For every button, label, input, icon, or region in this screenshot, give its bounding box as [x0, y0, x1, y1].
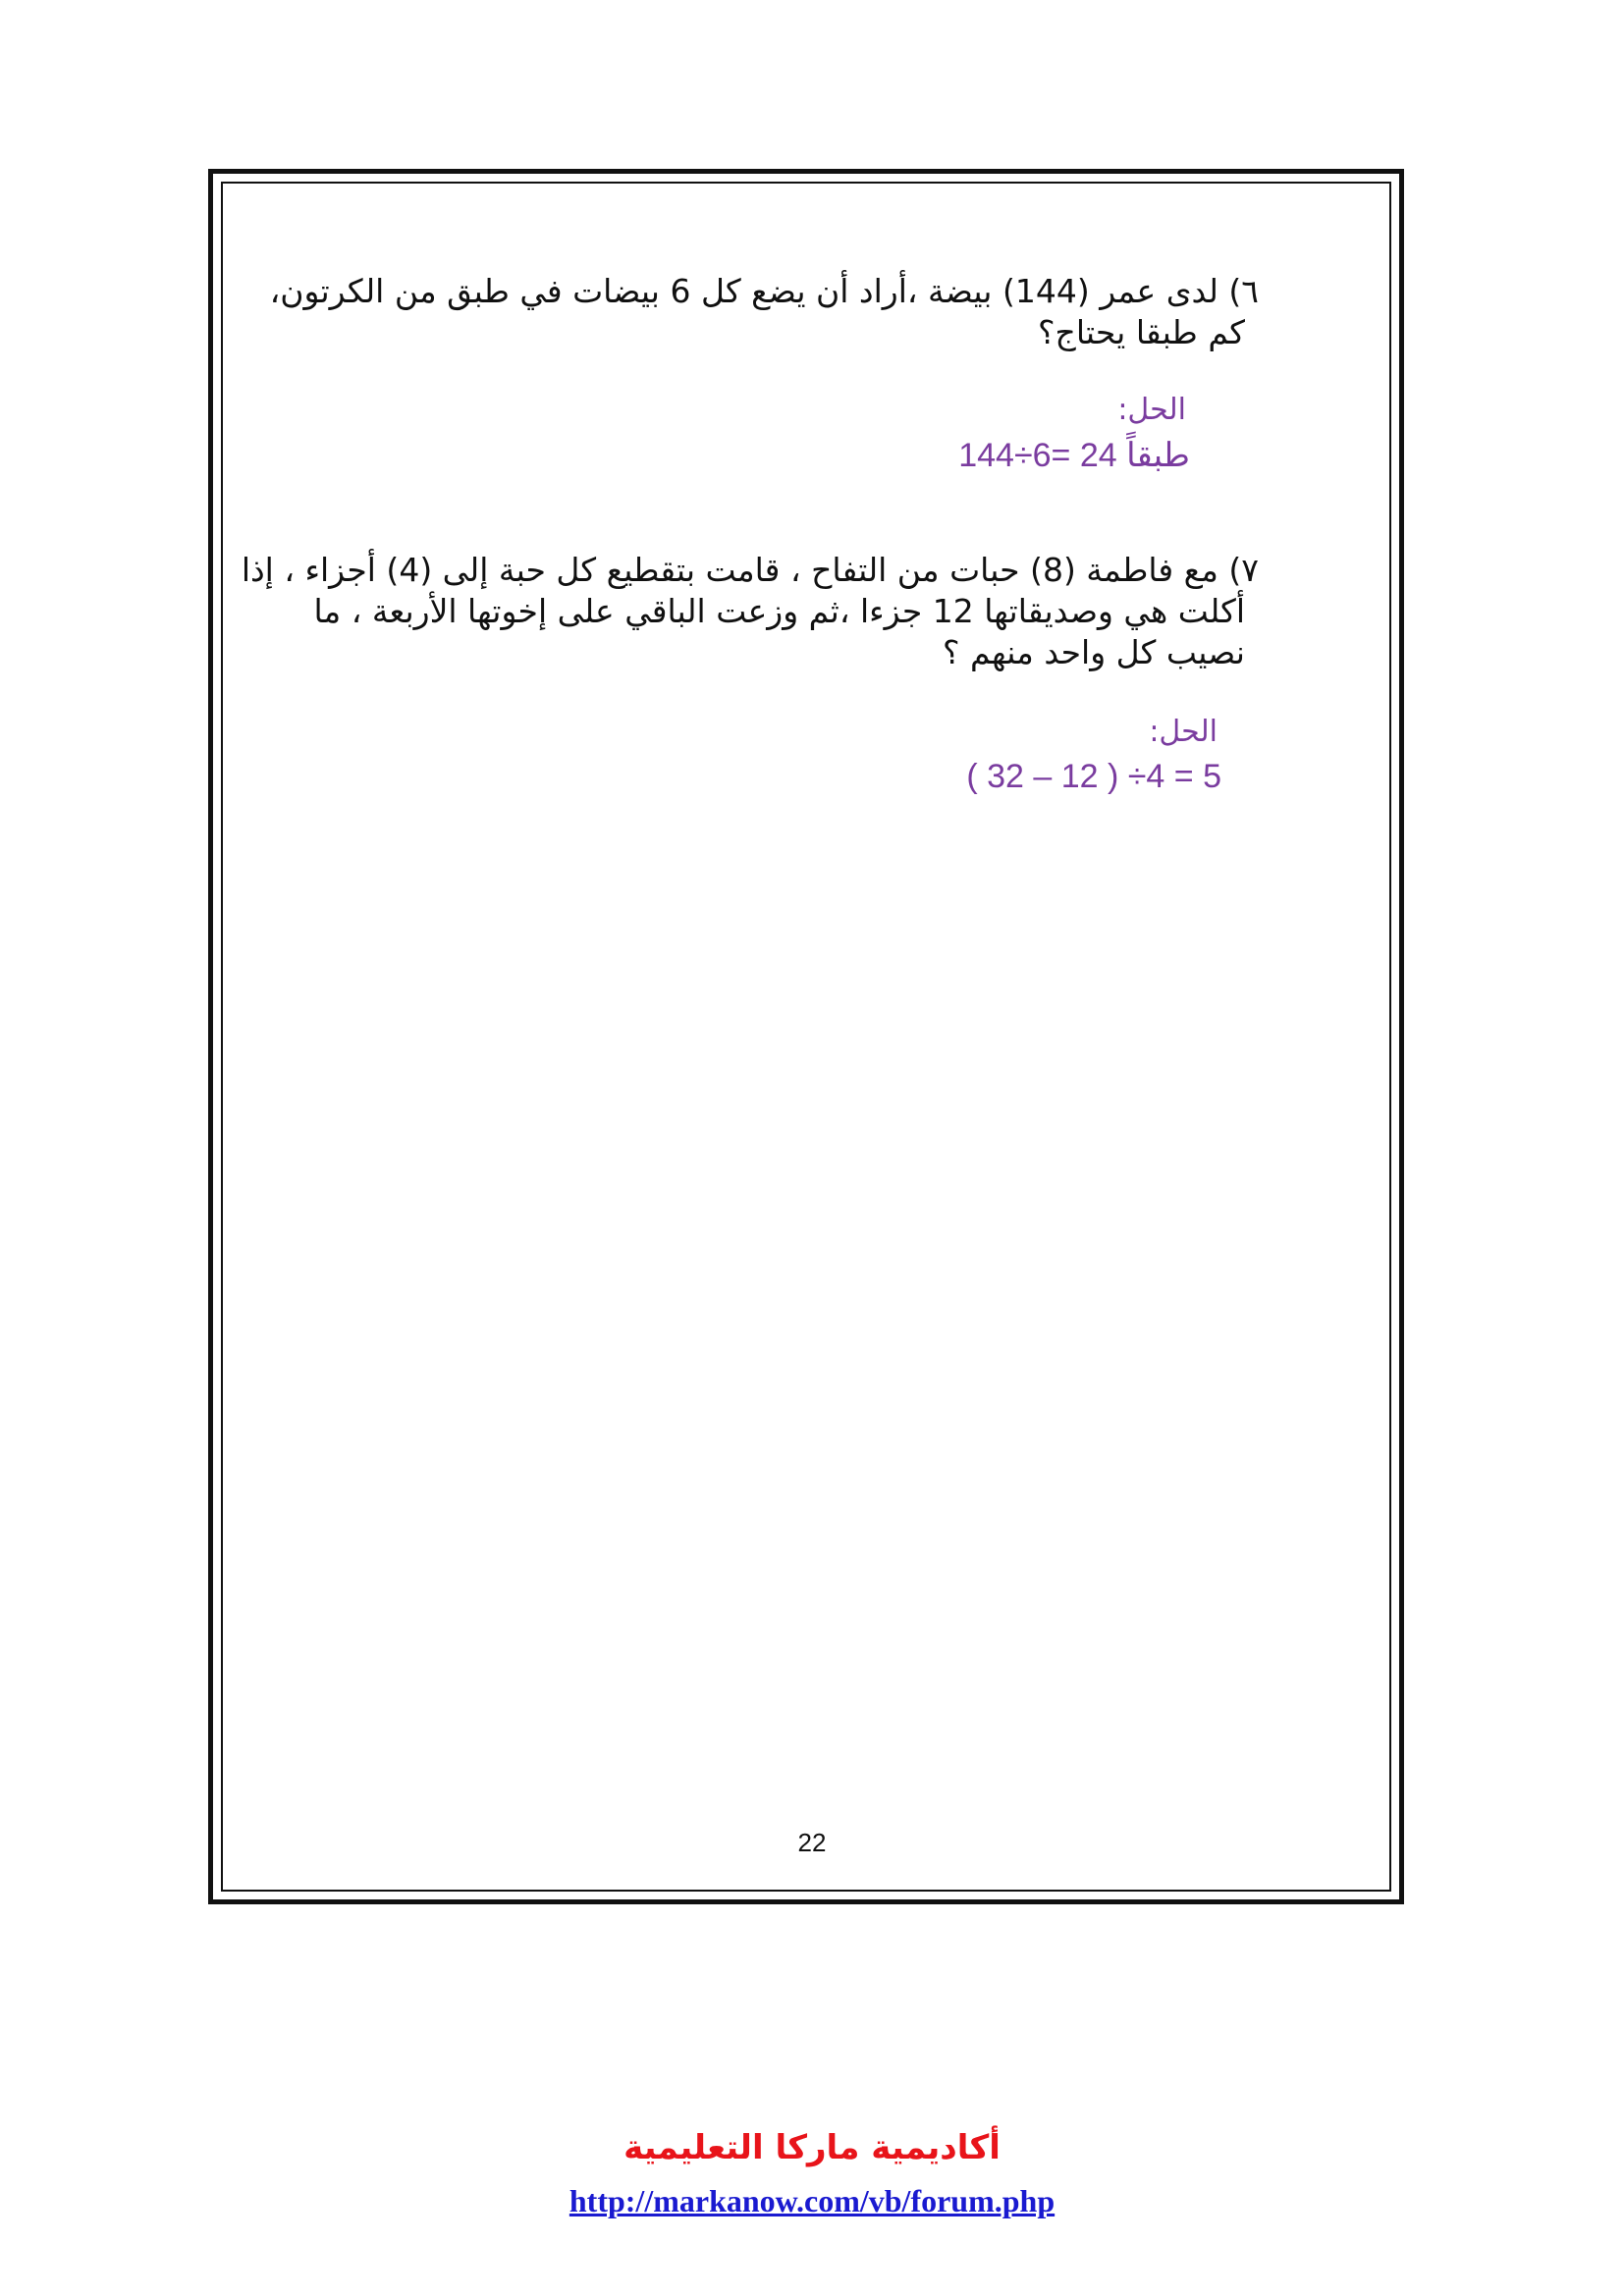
page-number: 22: [797, 1828, 827, 1857]
problem-6-line-1: ٦) لدى عمر (144) بيضة ،أراد أن يضع كل 6 بيضات في طبق من الكرتون،: [269, 272, 1259, 310]
problem-6-solution-value: 144÷6= 24 طبقاً: [958, 437, 1190, 474]
problem-6-line-2: كم طبقا يحتاج؟: [1038, 313, 1245, 351]
page-border-inner: [221, 182, 1391, 1892]
problem-7-line-1: ٧) مع فاطمة (8) حبات من التفاح ، قامت بتقطيع كل حبة إلى (4) أجزاء ، إذا: [241, 551, 1259, 589]
problem-7: [241, 550, 1259, 673]
problem-7-solution-label: الحل:: [1149, 715, 1218, 749]
problem-7-line-2: أكلت هي وصديقاتها 12 جزءا ،ثم وزعت الباقي على إخوتها الأربعة ، ما: [313, 592, 1245, 630]
problem-7-line-3: نصيب كل واحد منهم ؟: [943, 633, 1245, 671]
footer-link[interactable]: http://markanow.com/vb/forum.php: [568, 2183, 1056, 2218]
problem-7-solution-value: ( 32 – 12 ) ÷4 = 5: [966, 758, 1221, 795]
problem-6-solution-label: الحل:: [1117, 393, 1186, 427]
page-border: [208, 169, 1404, 1904]
footer-title: أكاديمية ماركا التعليمية: [623, 2128, 1001, 2167]
problem-6: [269, 271, 1259, 353]
